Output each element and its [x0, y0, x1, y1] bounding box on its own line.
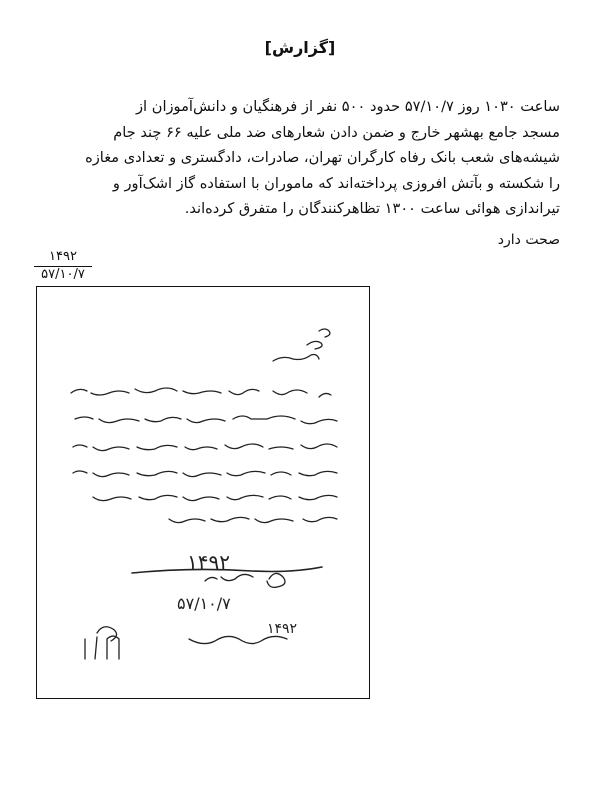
body-line: ساعت ۱۰۳۰ روز ۵۷/۱۰/۷ حدود ۵۰۰ نفر از فرهنگیان و دانش‌آموزان از: [136, 98, 560, 115]
scanned-handwritten-document: [36, 286, 370, 699]
body-line: تیراندازی هوائی ساعت ۱۳۰۰ تظاهرکنندگان را متفرق کرده‌اند.: [184, 200, 560, 217]
reference-number-date: [34, 249, 92, 283]
body-line: مسجد جامع بهشهر خارج و ضمن دادن شعارهای ضد ملی علیه ۶۶ چند جام: [113, 123, 560, 141]
report-body: [38, 94, 560, 222]
reference-number: ۱۴۹۲: [34, 249, 92, 267]
verification-note: صحت دارد: [497, 232, 560, 248]
handwritten-number-small: ۱۴۹۲: [267, 621, 298, 637]
body-line: شیشه‌های شعب بانک رفاه کارگران تهران، صادرات، دادگستری و تعدادی مغازه: [85, 149, 560, 166]
handwriting-image: [37, 287, 369, 698]
reference-date: ۵۷/۱۰/۷: [41, 267, 85, 282]
handwritten-number: ۱۴۹۲: [187, 550, 230, 574]
handwritten-date: ۵۷/۱۰/۷: [177, 594, 231, 613]
body-line: را شکسته و بآتش افروزی پرداخته‌اند که ماموران با استفاده گاز اشک‌آور و: [112, 174, 560, 192]
document-title: [گزارش]: [264, 38, 336, 57]
